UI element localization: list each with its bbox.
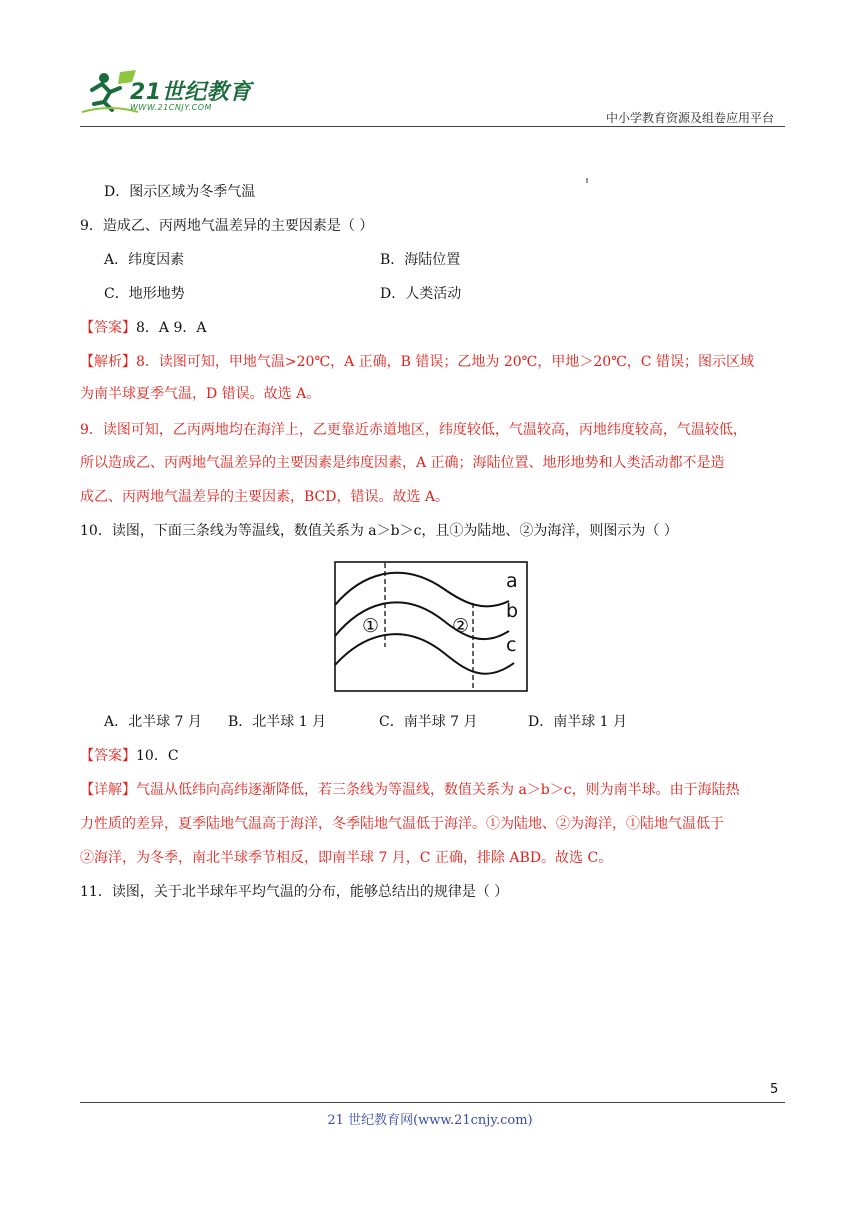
q10-stem: 10．读图，下面三条线为等温线，数值关系为 a＞b＞c，且①为陆地、②为海洋，则图示为（ ） [80, 523, 678, 539]
q10-option-c: C．南半球 7 月 [379, 714, 478, 730]
isotherm-figure [334, 561, 528, 697]
q9-stem: 9．造成乙、丙两地气温差异的主要因素是（ ） [80, 218, 374, 234]
answer-text: 10．C [136, 748, 179, 764]
analysis-8-line2: 为南半球夏季气温，D 错误。故选 A。 [80, 386, 321, 402]
marker-land: ① [362, 615, 380, 637]
q11-stem: 11．读图，关于北半球年平均气温的分布，能够总结出的规律是（ ） [80, 884, 509, 900]
q10-option-d: D．南半球 1 月 [528, 714, 628, 730]
q8-option-d: D．图示区域为冬季气温 [104, 184, 256, 200]
q9-option-d: D．人类活动 [380, 286, 462, 302]
answer-10 [80, 746, 785, 766]
label-b: b [506, 600, 519, 622]
answer-tag: 【答案】 [80, 320, 136, 336]
q10-option-b: B．北半球 1 月 [228, 714, 327, 730]
platform-name: 中小学教育资源及组卷应用平台 [605, 111, 774, 125]
header-divider [80, 126, 785, 127]
q9-option-c: C．地形地势 [104, 286, 185, 302]
footer-divider [80, 1102, 785, 1103]
detail-10-line2: 力性质的差异，夏季陆地气温高于海洋，冬季陆地气温低于海洋。①为陆地、②为海洋，①陆地气温低于 [80, 816, 724, 832]
logo-url: WWW.21CNJY.COM [130, 103, 212, 112]
scan-dot [586, 178, 588, 183]
analysis-9-line3: 成乙、丙两地气温差异的主要因素，BCD，错误。故选 A。 [80, 489, 450, 505]
q10-option-a: A．北半球 7 月 [104, 714, 202, 730]
footer-link[interactable]: 21 世纪教育网(www.21cnjy.com) [327, 1113, 533, 1128]
analysis-8-line1 [80, 352, 785, 372]
q9-option-b: B．海陆位置 [380, 252, 461, 268]
label-a: a [506, 570, 518, 592]
analysis-tag: 【解析】 [80, 354, 136, 370]
q9-option-a: A．纬度因素 [104, 252, 185, 268]
logo-text: 21世纪教育 [130, 80, 252, 105]
isotherm-diagram [334, 561, 528, 693]
answer-tag: 【答案】 [80, 748, 136, 764]
detail-tag: 【详解】 [80, 782, 136, 798]
analysis-9-line1: 9．读图可知，乙丙两地均在海洋上，乙更靠近赤道地区，纬度较低，气温较高，丙地纬度较高，气温较低， [80, 422, 747, 438]
answer-8-9 [80, 318, 785, 338]
analysis-8-text: 8．读图可知，甲地气温>20℃，A 正确，B 错误；乙地为 20℃，甲地＞20℃，C 错误；图示区域 [136, 354, 754, 370]
detail-10-line1 [80, 780, 785, 800]
page-number: 5 [770, 1082, 779, 1097]
detail-10-text: 气温从低纬向高纬逐渐降低，若三条线为等温线，数值关系为 a＞b＞c，则为南半球。由于海陆热 [136, 782, 740, 798]
detail-10-line3: ②海洋，为冬季，南北半球季节相反，即南半球 7 月，C 正确，排除 ABD。故选 C。 [80, 850, 613, 866]
answer-text: 8．A 9．A [136, 320, 207, 336]
analysis-9-line2: 所以造成乙、丙两地气温差异的主要因素是纬度因素，A 正确；海陆位置、地形地势和人类活动都不是造 [80, 455, 725, 471]
marker-ocean: ② [452, 615, 470, 637]
label-c: c [506, 634, 517, 656]
